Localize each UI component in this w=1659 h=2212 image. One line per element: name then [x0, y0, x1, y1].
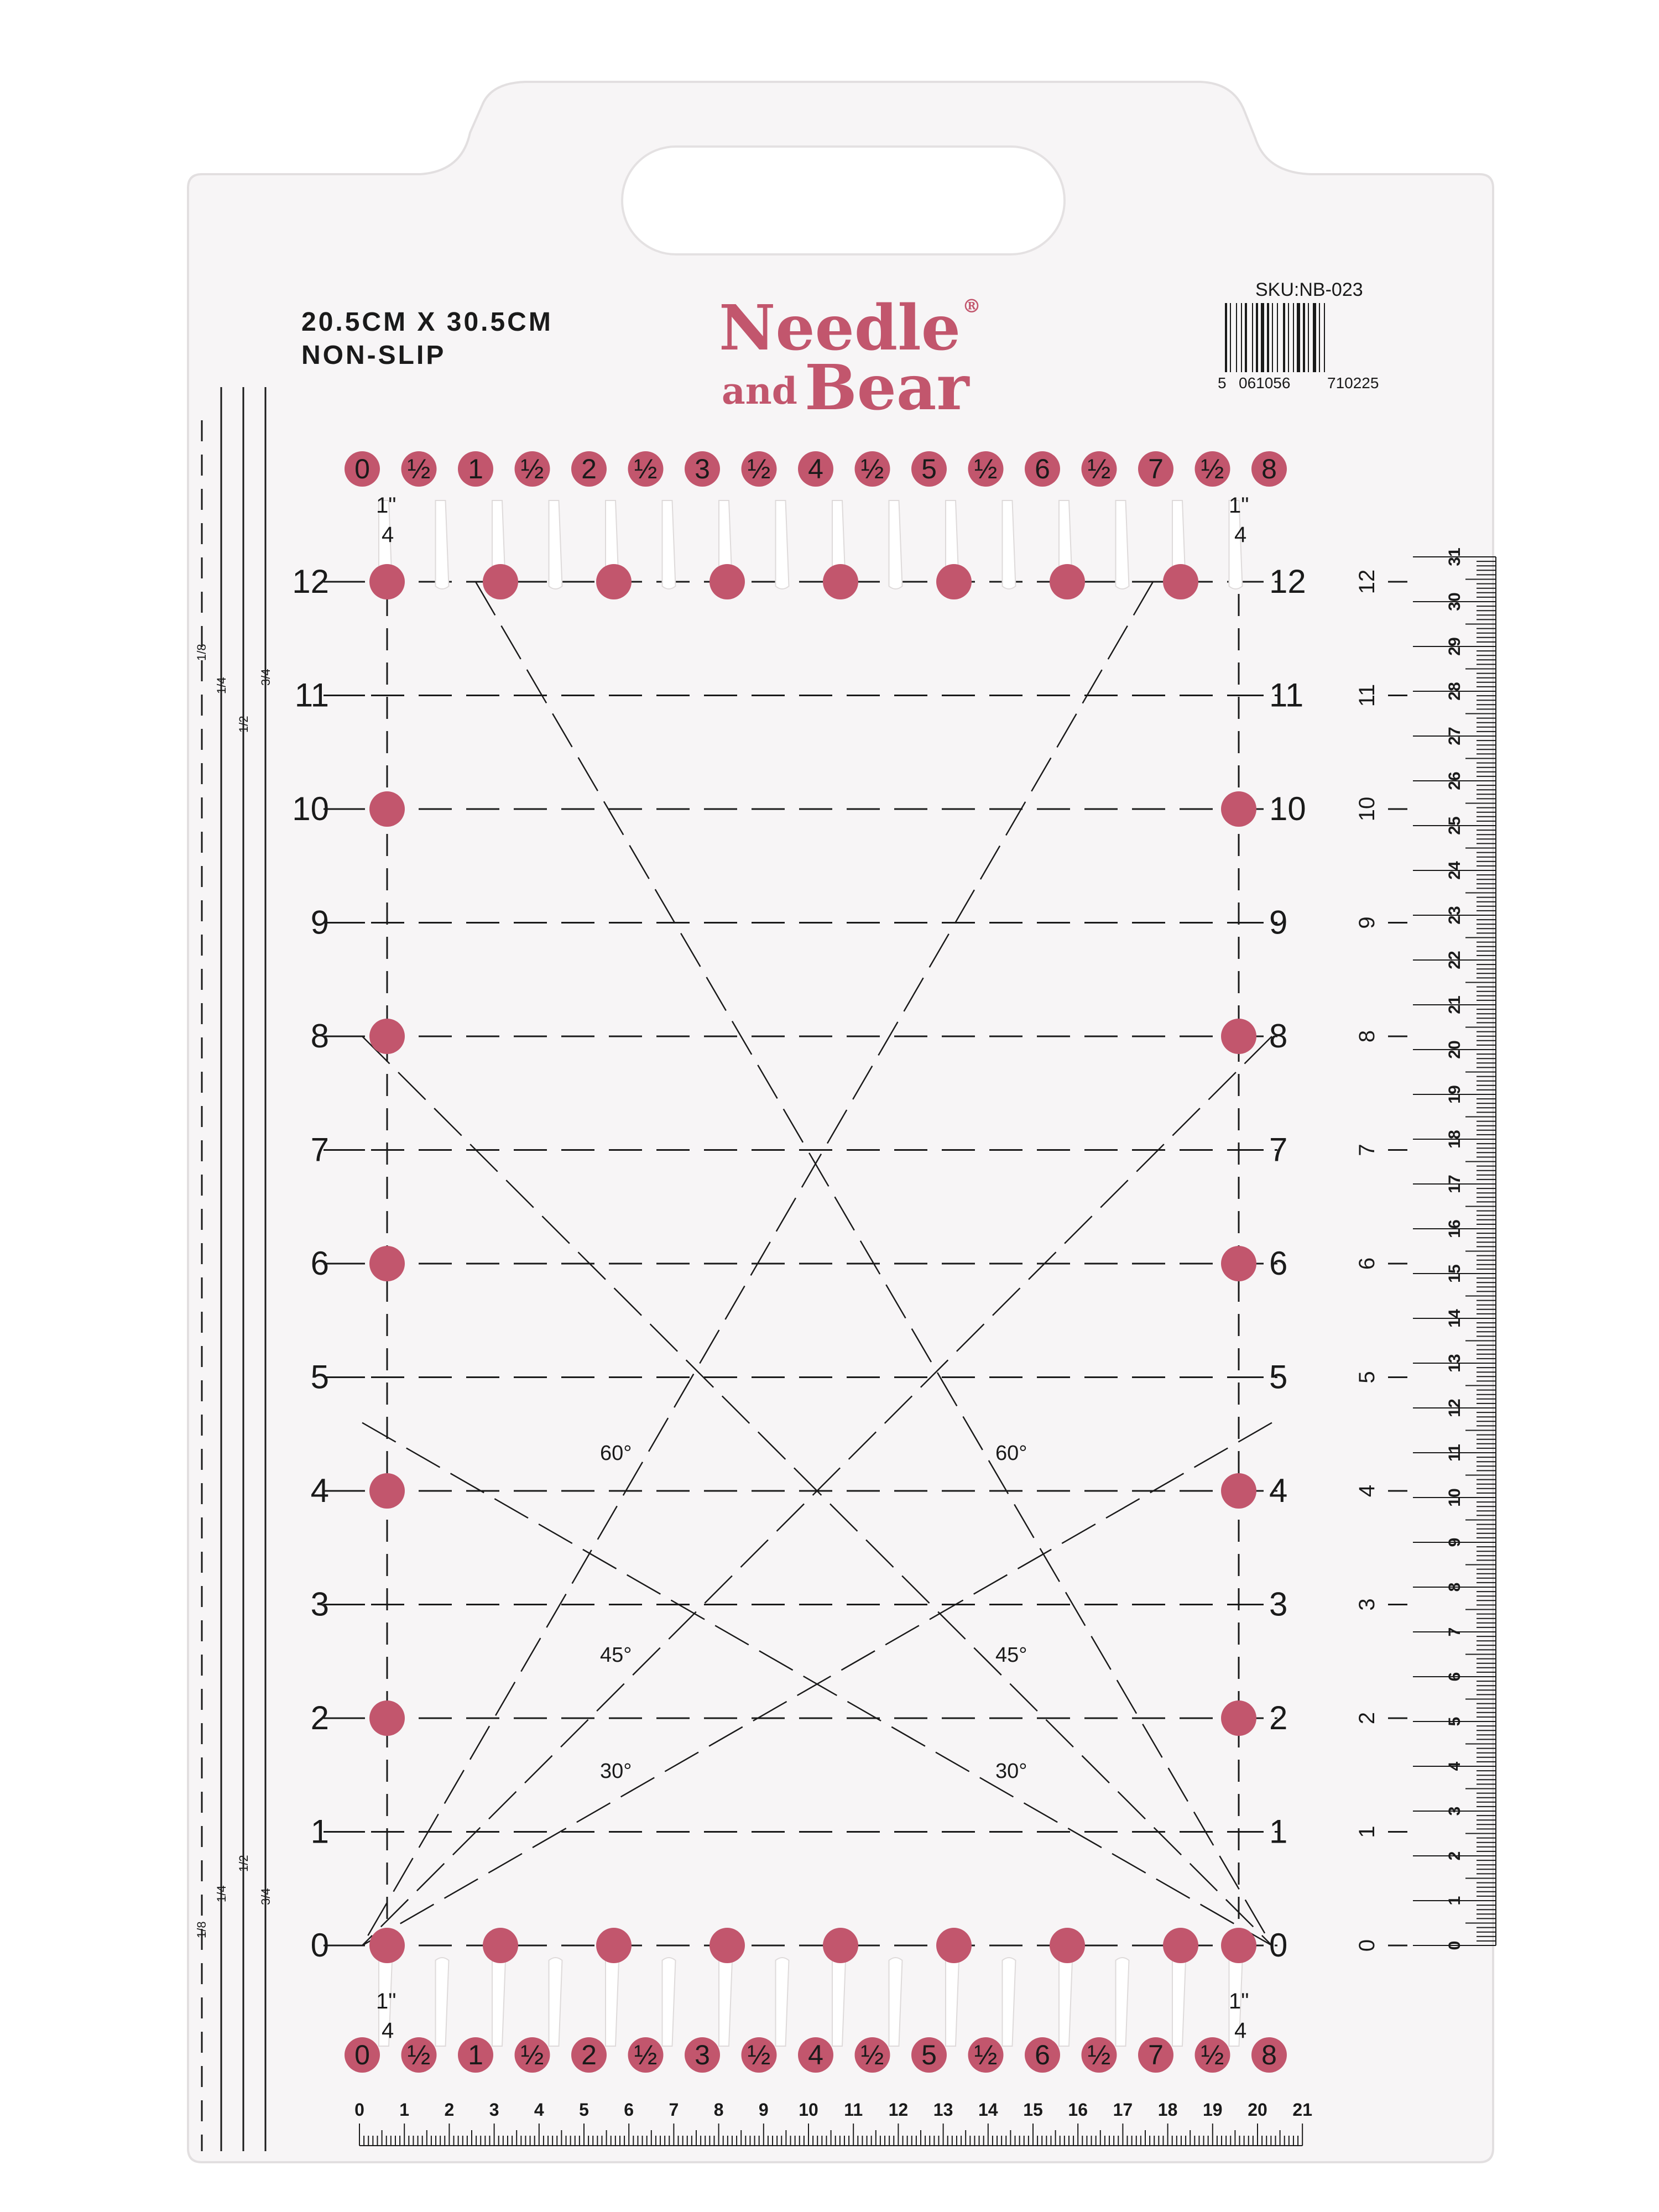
cm-label-right: 27	[1446, 727, 1464, 745]
cm-label-right: 6	[1446, 1672, 1464, 1682]
inch-label-top: ½	[974, 453, 998, 484]
inch-label-top: 8	[1261, 453, 1277, 484]
height-label-right: 4	[1269, 1472, 1288, 1509]
barcode-digit-1: 5	[1218, 374, 1227, 392]
cm-label-right: 17	[1446, 1175, 1464, 1193]
grid-dot-right	[1221, 1473, 1256, 1509]
height-label-right: 10	[1269, 790, 1306, 827]
grid-dot-row-12	[823, 564, 858, 599]
cm-label-bottom: 19	[1203, 2100, 1223, 2120]
barcode-bar	[1267, 303, 1269, 372]
brand-logo-line1: Needle	[719, 292, 961, 364]
cm-label-right: 5	[1446, 1717, 1464, 1726]
cm-label-bottom: 10	[799, 2100, 818, 2120]
barcode-bar	[1230, 303, 1231, 372]
cm-label-right: 25	[1446, 816, 1464, 835]
cm-label-right: 22	[1446, 951, 1464, 969]
inch-label-top: 3	[695, 453, 710, 484]
cm-label-right: 13	[1446, 1354, 1464, 1373]
height-label-rotated: 2	[1355, 1712, 1379, 1725]
cm-label-bottom: 4	[534, 2100, 544, 2120]
quarter-mark-bottom-left-den: 4	[382, 2018, 394, 2043]
cm-label-right: 31	[1446, 547, 1464, 566]
height-label-rotated: 4	[1355, 1484, 1379, 1498]
grid-dot-row-0	[596, 1928, 632, 1963]
height-label-left: 2	[310, 1699, 329, 1736]
inch-label-top: ½	[1087, 453, 1111, 484]
inch-label-bottom: 7	[1148, 2039, 1164, 2070]
cm-label-bottom: 3	[489, 2100, 499, 2120]
height-label-left: 5	[310, 1358, 329, 1396]
height-label-rotated: 12	[1355, 569, 1379, 594]
svg-text:1/8: 1/8	[195, 644, 208, 661]
cm-label-right: 11	[1446, 1444, 1464, 1462]
inch-label-bottom: 4	[808, 2039, 823, 2070]
barcode-bar	[1319, 303, 1320, 372]
hanging-hole	[622, 147, 1065, 254]
grid-dot-row-12	[596, 564, 632, 599]
quarter-mark-bottom-right: 1"	[1229, 1989, 1249, 2013]
cm-label-right: 10	[1446, 1488, 1464, 1507]
cm-label-right: 3	[1446, 1806, 1464, 1816]
height-label-right: 5	[1269, 1358, 1288, 1396]
height-label-left: 3	[310, 1585, 329, 1623]
cm-label-bottom: 12	[888, 2100, 909, 2120]
cm-label-right: 18	[1446, 1130, 1464, 1149]
barcode-bar	[1293, 303, 1294, 372]
height-label-left: 12	[292, 563, 329, 600]
inch-label-bottom: ½	[634, 2039, 658, 2070]
inch-label-top: ½	[860, 453, 884, 484]
inch-label-bottom: ½	[520, 2039, 544, 2070]
height-label-left: 9	[310, 904, 329, 941]
grid-dot-row-12	[1050, 564, 1085, 599]
cm-label-right: 29	[1446, 637, 1464, 656]
cm-label-right: 30	[1446, 592, 1464, 611]
height-label-rotated: 0	[1355, 1939, 1379, 1952]
barcode-bar	[1313, 303, 1316, 372]
height-label-rotated: 10	[1355, 796, 1379, 822]
inch-label-bottom: ½	[1201, 2039, 1224, 2070]
barcode-bar	[1297, 303, 1300, 372]
cm-label-bottom: 8	[713, 2100, 724, 2120]
inch-label-bottom: ½	[407, 2039, 431, 2070]
inch-label-top: ½	[407, 453, 431, 484]
cm-label-right: 4	[1446, 1761, 1464, 1771]
grid-dot-row-12	[483, 564, 518, 599]
cm-label-right: 0	[1446, 1940, 1464, 1950]
svg-text:3/4: 3/4	[259, 669, 273, 686]
barcode-bar	[1288, 303, 1289, 372]
inch-label-bottom: 5	[921, 2039, 937, 2070]
inch-label-bottom: 1	[468, 2039, 483, 2070]
angle-30-right: 30°	[995, 1760, 1027, 1783]
height-label-right: 6	[1269, 1245, 1288, 1282]
cm-label-bottom: 15	[1023, 2100, 1043, 2120]
cm-label-right: 8	[1446, 1582, 1464, 1592]
grid-dot-row-12	[369, 564, 405, 599]
cm-label-right: 12	[1446, 1399, 1464, 1417]
size-label: 20.5CM X 30.5CM	[301, 307, 553, 337]
inch-label-top: 1	[468, 453, 483, 484]
inch-label-top: 6	[1035, 453, 1050, 484]
svg-text:1/4: 1/4	[215, 1885, 228, 1902]
height-label-left: 4	[310, 1472, 329, 1509]
barcode-bar	[1283, 303, 1285, 372]
height-label-right: 2	[1269, 1699, 1288, 1736]
grid-dot-row-12	[936, 564, 972, 599]
inch-label-top: ½	[634, 453, 658, 484]
height-label-rotated: 6	[1355, 1257, 1379, 1270]
inch-label-bottom: 6	[1035, 2039, 1050, 2070]
height-label-right: 1	[1269, 1813, 1288, 1850]
cm-label-bottom: 21	[1292, 2100, 1312, 2120]
cm-label-bottom: 20	[1248, 2100, 1267, 2120]
height-label-right: 0	[1269, 1927, 1288, 1964]
cm-label-right: 9	[1446, 1537, 1464, 1547]
barcode-bar	[1245, 303, 1247, 372]
inch-label-bottom: 8	[1261, 2039, 1277, 2070]
svg-text:1/2: 1/2	[237, 1855, 251, 1872]
height-label-rotated: 5	[1355, 1371, 1379, 1384]
grid-dot-row-0	[1221, 1928, 1256, 1963]
inch-label-bottom: ½	[1087, 2039, 1111, 2070]
svg-text:1/8: 1/8	[195, 1921, 208, 1938]
barcode-bar	[1225, 303, 1227, 372]
height-label-left: 6	[310, 1245, 329, 1282]
grid-dot-row-0	[709, 1928, 745, 1963]
height-label-left: 1	[310, 1813, 329, 1850]
height-label-right: 8	[1269, 1018, 1288, 1055]
angle-45-left: 45°	[600, 1644, 632, 1667]
inch-label-bottom: 2	[581, 2039, 597, 2070]
cm-label-right: 14	[1446, 1309, 1464, 1328]
grid-dot-row-0	[936, 1928, 972, 1963]
grid-dot-left	[369, 791, 405, 827]
barcode-bar	[1277, 303, 1278, 372]
cm-label-bottom: 9	[758, 2100, 769, 2120]
height-label-rotated: 1	[1355, 1825, 1379, 1838]
grid-dot-row-0	[1163, 1928, 1198, 1963]
inch-label-bottom: ½	[974, 2039, 998, 2070]
cm-label-right: 19	[1446, 1085, 1464, 1104]
inch-label-bottom: ½	[860, 2039, 884, 2070]
grip-label: NON-SLIP	[301, 341, 446, 370]
grid-dot-row-0	[823, 1928, 858, 1963]
angle-60-left: 60°	[600, 1442, 632, 1465]
inch-label-top: ½	[1201, 453, 1224, 484]
barcode-bar	[1241, 303, 1242, 372]
brand-logo-and: and	[722, 369, 797, 413]
height-label-left: 10	[292, 790, 329, 827]
svg-text:1/4: 1/4	[215, 677, 228, 694]
height-label-right: 9	[1269, 904, 1288, 941]
grid-dot-right	[1221, 791, 1256, 827]
inch-label-top: 4	[808, 453, 823, 484]
cm-label-bottom: 7	[669, 2100, 679, 2120]
barcode-digits-2: 061056	[1239, 374, 1291, 392]
quarter-mark-top-left: 1"	[376, 493, 397, 518]
height-label-left: 7	[310, 1131, 329, 1168]
height-label-rotated: 8	[1355, 1030, 1379, 1043]
barcode-bar	[1256, 303, 1258, 372]
cm-label-right: 23	[1446, 906, 1464, 925]
height-label-left: 8	[310, 1018, 329, 1055]
barcode-bar	[1308, 303, 1309, 372]
cm-label-bottom: 16	[1068, 2100, 1088, 2120]
barcode-bar	[1252, 303, 1253, 372]
quarter-mark-bottom-right-den: 4	[1234, 2018, 1247, 2043]
grid-dot-right	[1221, 1019, 1256, 1054]
grid-dot-right	[1221, 1700, 1256, 1736]
cm-label-bottom: 2	[444, 2100, 455, 2120]
height-label-left: 11	[294, 676, 329, 714]
grid-dot-left	[369, 1700, 405, 1736]
angle-45-right: 45°	[995, 1644, 1027, 1667]
height-label-rotated: 11	[1355, 684, 1379, 707]
grid-dot-row-0	[369, 1928, 405, 1963]
angle-30-left: 30°	[600, 1760, 632, 1783]
brand-registered-mark: ®	[962, 295, 981, 317]
height-label-rotated: 9	[1355, 916, 1379, 929]
grid-dot-row-12	[709, 564, 745, 599]
inch-label-top: 5	[921, 453, 937, 484]
inch-label-top: 2	[581, 453, 597, 484]
height-label-rotated: 3	[1355, 1598, 1379, 1611]
height-label-left: 0	[310, 1927, 329, 1964]
inch-label-top: 7	[1148, 453, 1164, 484]
grid-dot-left	[369, 1473, 405, 1509]
cm-label-right: 7	[1446, 1627, 1464, 1637]
barcode-bar	[1236, 303, 1237, 372]
cm-label-bottom: 0	[354, 2100, 364, 2120]
cm-label-right: 15	[1446, 1264, 1464, 1283]
inch-label-top: ½	[520, 453, 544, 484]
cm-label-right: 20	[1446, 1040, 1464, 1059]
cm-label-bottom: 18	[1157, 2100, 1178, 2120]
grid-dot-row-0	[483, 1928, 518, 1963]
cm-label-right: 28	[1446, 682, 1464, 701]
cm-label-right: 1	[1446, 1896, 1464, 1906]
grid-dot-left	[369, 1019, 405, 1054]
grid-dot-right	[1221, 1246, 1256, 1281]
angle-60-right: 60°	[995, 1442, 1027, 1465]
cm-label-bottom: 6	[624, 2100, 634, 2120]
height-label-right: 12	[1269, 563, 1306, 600]
cm-label-bottom: 5	[579, 2100, 589, 2120]
cm-label-bottom: 1	[399, 2100, 410, 2120]
height-label-right: 11	[1269, 676, 1304, 714]
grid-dot-left	[369, 1246, 405, 1281]
inch-label-top: 0	[354, 453, 370, 484]
cm-label-right: 26	[1446, 771, 1464, 790]
cm-label-right: 16	[1446, 1219, 1464, 1238]
height-label-right: 3	[1269, 1585, 1288, 1623]
quarter-mark-top-right: 1"	[1229, 493, 1249, 518]
height-label-rotated: 7	[1355, 1144, 1379, 1156]
inch-label-bottom: 0	[354, 2039, 370, 2070]
sku-label: SKU:NB-023	[1255, 279, 1363, 300]
cm-label-bottom: 14	[978, 2100, 998, 2120]
quarter-mark-bottom-left: 1"	[376, 1989, 397, 2013]
svg-text:1/2: 1/2	[237, 716, 251, 733]
svg-text:3/4: 3/4	[259, 1888, 273, 1905]
inch-label-bottom: 3	[695, 2039, 710, 2070]
quarter-mark-top-left-den: 4	[382, 523, 394, 547]
barcode-bar	[1261, 303, 1264, 372]
cm-label-bottom: 13	[933, 2100, 953, 2120]
inch-label-bottom: ½	[747, 2039, 771, 2070]
barcode-bar	[1272, 303, 1273, 372]
cm-label-bottom: 11	[844, 2100, 863, 2120]
barcode-bar	[1303, 303, 1305, 372]
height-label-right: 7	[1269, 1131, 1288, 1168]
brand-logo-line2: Bear	[805, 352, 969, 424]
cm-label-bottom: 17	[1113, 2100, 1133, 2120]
grid-dot-row-12	[1163, 564, 1198, 599]
cm-label-right: 24	[1446, 861, 1464, 880]
quarter-mark-top-right-den: 4	[1234, 523, 1247, 547]
cm-label-right: 2	[1446, 1851, 1464, 1861]
barcode-bar	[1324, 303, 1325, 372]
cm-label-right: 21	[1446, 995, 1464, 1014]
inch-label-top: ½	[747, 453, 771, 484]
grid-dot-row-0	[1050, 1928, 1085, 1963]
barcode-digits-3: 710225	[1327, 374, 1379, 392]
